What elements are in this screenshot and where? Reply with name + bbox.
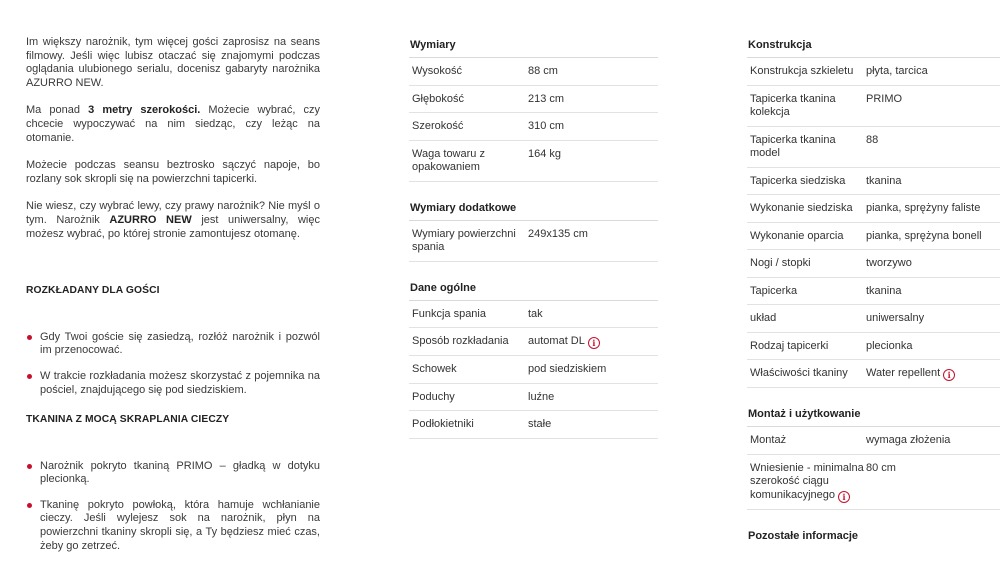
spec-row <box>747 195 1000 223</box>
spec-value: 213 cm <box>528 92 565 105</box>
spec-value: luźne <box>528 390 555 403</box>
spec-value: automat DL i <box>528 335 600 349</box>
feature-heading-sleeping: ROZKŁADANY DLA GOŚCI <box>26 285 160 297</box>
spec-row <box>747 305 1000 333</box>
spec-row <box>747 455 1000 510</box>
spec-label: Szerokość <box>412 120 464 132</box>
spec-label: Funkcja spania <box>412 307 486 320</box>
spec-label: Wniesienie - minimalna szerokość ciągu komunikacyjnego i <box>750 461 864 502</box>
spec-label: Konstrukcja szkieletu <box>750 65 854 77</box>
spec-label: Tapicerka tkanina model <box>750 133 836 159</box>
spec-row <box>747 333 1000 361</box>
spec-value: 164 kg <box>528 147 562 160</box>
spec-row <box>747 168 1000 196</box>
spec-label: Tapicerka <box>750 284 798 297</box>
spec-row <box>409 113 658 141</box>
section-title-construction: Konstrukcja <box>747 33 1000 58</box>
spec-value: tkanina <box>866 284 902 297</box>
description-paragraph-3: Możecie podczas seansu beztrosko sączyć napoje, bo rozlany sok skropli się na powierzchni tapicerki. <box>26 159 320 185</box>
spec-row <box>747 427 1000 455</box>
product-name-highlight: AZURRO NEW <box>109 213 192 226</box>
info-icon[interactable]: i <box>943 369 955 381</box>
section-title-other-info: Pozostałe informacje <box>748 529 859 542</box>
spec-value: stałe <box>528 418 552 430</box>
spec-label: Tapicerka siedziska <box>750 174 846 187</box>
spec-label: Poduchy <box>412 390 455 403</box>
spec-label: układ <box>750 312 777 324</box>
list-item: Narożnik pokryto tkaniną PRIMO – gładką w dotyku plecionką. <box>26 460 320 487</box>
spec-row <box>409 411 658 439</box>
info-icon[interactable]: i <box>838 491 850 503</box>
spec-label: Wykonanie siedziska <box>750 202 853 214</box>
bullet-dot-icon <box>27 464 32 469</box>
spec-row <box>409 58 658 86</box>
section-title-dimensions: Wymiary <box>409 33 658 58</box>
spec-row <box>747 86 1000 127</box>
spec-value: tak <box>528 307 543 320</box>
spec-row <box>409 356 658 384</box>
spec-value: uniwersalny <box>866 312 925 324</box>
spec-table-construction <box>747 58 1000 388</box>
spec-value: Water repellent i <box>866 367 955 381</box>
section-title-assembly: Montaż i użytkowanie <box>747 402 1000 427</box>
spec-label: Schowek <box>412 363 457 375</box>
spec-label: Podłokietniki <box>412 418 474 430</box>
spec-label: Właściwości tkaniny <box>750 367 848 379</box>
spec-label: Wykonanie oparcia <box>750 229 844 242</box>
spec-table-general <box>409 301 658 439</box>
spec-value: 310 cm <box>528 120 565 132</box>
feature-heading-fabric: TKANINA Z MOCĄ SKRAPLANIA CIECZY <box>26 414 230 426</box>
spec-value: tworzywo <box>866 257 912 269</box>
spec-table-dimensions <box>409 58 658 182</box>
specs-dimensions-column <box>409 33 658 439</box>
specs-construction-column <box>747 33 1000 548</box>
spec-label: Tapicerka tkanina kolekcja <box>750 92 836 118</box>
feature-list-sleeping <box>26 331 320 397</box>
spec-row <box>409 384 658 412</box>
feature-list-fabric <box>26 460 320 554</box>
spec-row <box>747 278 1000 306</box>
description-paragraph-1: Im większy narożnik, tym więcej gości zaprosisz na seans filmowy. Jeśli więc lubisz otaczać się znajomymi podczas oglądania ulubionego serialu, docenisz gabaryty narożnika AZURRO NEW. <box>26 36 320 89</box>
list-item: Gdy Twoi goście się zasiedzą, rozłóż narożnik i pozwól im przenocować. <box>26 331 320 358</box>
spec-row <box>409 328 658 356</box>
spec-label: Głębokość <box>412 92 464 105</box>
spec-row <box>747 127 1000 168</box>
spec-value: 88 <box>866 133 879 146</box>
spec-label: Wymiary powierzchni spania <box>412 227 516 253</box>
list-item: Tkaninę pokryto powłoką, która hamuje wchłanianie cieczy. Jeśli wylejesz sok na narożnik, płyn na powierzchni tkaniny skropli się, a Ty będziesz mieć czas, żeby go zetrzeć. <box>26 499 320 553</box>
spec-label: Sposób rozkładania <box>412 335 509 347</box>
description-paragraph-4: Nie wiesz, czy wybrać lewy, czy prawy narożnik? Nie myśl o tym. Narożnik AZURRO NEW jest uniwersalny, więc możesz wybrać, po której stronie zamontujesz otomanę. <box>26 200 320 240</box>
spec-value: PRIMO <box>866 92 903 105</box>
spec-row <box>747 58 1000 86</box>
section-title-extra-dimensions: Wymiary dodatkowe <box>409 196 658 221</box>
spec-label: Nogi / stopki <box>750 257 811 269</box>
spec-value: plecionka <box>866 339 913 352</box>
width-highlight: 3 metry szerokości. <box>88 104 201 117</box>
spec-value: pianka, sprężyna bonell <box>866 229 982 242</box>
info-icon[interactable]: i <box>588 337 600 349</box>
spec-value: 88 cm <box>528 65 558 77</box>
spec-value: 249x135 cm <box>528 227 588 240</box>
spec-table-assembly <box>747 427 1000 510</box>
product-description <box>26 36 320 565</box>
spec-label: Rodzaj tapicerki <box>750 339 829 352</box>
spec-label: Wysokość <box>412 65 463 77</box>
spec-row <box>409 301 658 329</box>
list-item: W trakcie rozkładania możesz skorzystać z pojemnika na pościel, znajdującego się pod siedziskiem. <box>26 370 320 397</box>
bullet-dot-icon <box>27 374 32 379</box>
spec-row <box>409 141 658 182</box>
spec-value: pod siedziskiem <box>528 363 607 375</box>
section-title-general: Dane ogólne <box>409 276 658 301</box>
spec-value: płyta, tarcica <box>866 65 928 77</box>
bullet-dot-icon <box>27 503 32 508</box>
spec-value: pianka, sprężyny faliste <box>866 202 981 214</box>
spec-row <box>747 360 1000 388</box>
spec-row <box>409 221 658 262</box>
spec-row <box>747 250 1000 278</box>
spec-table-extra-dimensions <box>409 221 658 262</box>
spec-label: Waga towaru z opakowaniem <box>412 147 485 173</box>
spec-value: wymaga złożenia <box>866 434 951 446</box>
spec-label: Montaż <box>750 434 787 446</box>
spec-value: tkanina <box>866 174 902 187</box>
spec-value: 80 cm <box>866 461 896 474</box>
bullet-dot-icon <box>27 335 32 340</box>
description-paragraph-2: Ma ponad 3 metry szerokości. Możecie wybrać, czy chcecie wypoczywać na nim siedząc, czy leżąc na otomanie. <box>26 104 320 144</box>
spec-row <box>747 223 1000 251</box>
spec-row <box>409 86 658 114</box>
